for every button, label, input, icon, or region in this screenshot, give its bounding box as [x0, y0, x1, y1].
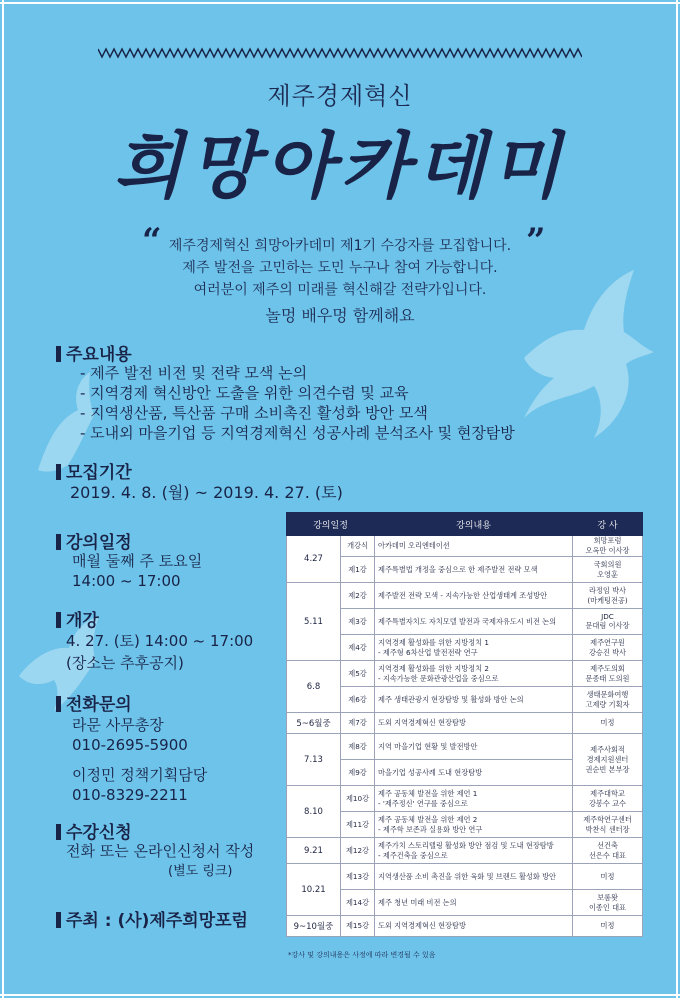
intro-line-3: 여러분이 제주의 미래를 혁신해갈 전략가입니다.: [193, 282, 487, 298]
row-session: 제14강: [341, 890, 375, 916]
table-row: [287, 687, 643, 713]
row-session: 제6강: [341, 687, 375, 713]
lecturer-line: 라정임 박사: [588, 585, 626, 595]
lecture-schedule-day: 매월 둘째 주 토요일: [72, 552, 203, 570]
row-date: 7.13: [287, 734, 341, 786]
row-lecturer: [573, 583, 643, 609]
row-date: 6.8: [287, 661, 341, 713]
recruitment-period: 2019. 4. 8. (월) ~ 2019. 4. 27. (토): [70, 483, 343, 502]
row-session: 제13강: [341, 864, 375, 890]
lecturer-line: 제주대학교: [590, 788, 625, 798]
row-session: 제7강: [341, 713, 375, 734]
table-row: [287, 916, 643, 937]
row-content: 제주발전 전략 모색 - 지속가능한 산업생태계 조성방안: [375, 583, 573, 609]
section-host: [56, 906, 248, 931]
lecturer-line: 고제량 기획자: [585, 699, 630, 709]
host-name: 주최 : (사)제주희망포럼: [66, 911, 248, 931]
intro-line-1: 제주경제혁신 희망아카데미 제1기 수강자를 모집합니다.: [168, 238, 512, 254]
contact-phone-1: 010-2695-5900: [72, 736, 188, 754]
section-lecture-schedule-title: 강의일정: [66, 533, 132, 553]
apply-link-note: (별도 링크): [168, 864, 233, 879]
row-date: 4.27: [287, 536, 341, 583]
row-session: 제9강: [341, 760, 375, 786]
quote-close-mark: ”: [526, 221, 546, 261]
lecturer-line: 경제지원센터: [586, 754, 629, 764]
lecturer-line: 문대림 이사장: [585, 621, 630, 630]
row-lecturer: [573, 687, 643, 713]
content-line: 지역경제 활성화를 위한 지방정치 2: [378, 663, 489, 673]
section-bar: [56, 824, 61, 840]
row-lecturer: 미정: [573, 864, 643, 890]
lecturer-line: 강승진 박사: [588, 647, 626, 657]
row-content: [375, 838, 573, 864]
zigzag-divider: [98, 46, 582, 60]
lecturer-line: 이종인 대표: [588, 902, 626, 912]
lecturer-line: (마케팅전공): [587, 595, 628, 605]
table-row: [287, 812, 643, 838]
table-row: [287, 890, 643, 916]
row-lecturer: [573, 838, 643, 864]
row-session: 제2강: [341, 583, 375, 609]
row-session: 제12강: [341, 838, 375, 864]
table-row: [287, 609, 643, 635]
contact-person-2: 이정민 정책기획담당: [72, 766, 208, 784]
section-main-content-title: 주요내용: [66, 345, 132, 365]
content-line: 제주 공동체 발전을 위한 제언 1: [378, 788, 478, 798]
content-line: 제주 공동체 발전을 위한 제언 2: [378, 814, 478, 824]
row-lecturer: 미정: [573, 916, 643, 937]
row-lecturer: [573, 609, 643, 635]
opening-place: (장소는 추후공지): [66, 654, 184, 672]
row-content: 제주 청년 미래 비전 논의: [375, 890, 573, 916]
main-content-item-3: - 지역생산품, 특산품 구매 소비촉진 활성화 방안 모색: [80, 404, 428, 422]
lecturer-line: 생태문화여행: [586, 689, 629, 699]
lecture-schedule-time: 14:00 ~ 17:00: [72, 572, 181, 590]
main-content-item-2: - 지역경제 혁신방안 도출을 위한 의견수렴 및 교육: [80, 384, 409, 402]
row-date: 5~6월중: [287, 713, 341, 734]
row-lecturer: 미정: [573, 713, 643, 734]
row-content: 도외 지역경제혁신 현장탐방: [375, 916, 573, 937]
table-row: [287, 536, 643, 557]
intro-line-2: 제주 발전을 고민하는 도민 누구나 참여 가능합니다.: [182, 260, 498, 276]
frame-line: [0, 994, 680, 996]
row-session: 제4강: [341, 635, 375, 661]
zigzag-line: [98, 49, 582, 57]
row-session: 제10강: [341, 786, 375, 812]
row-date: 9.21: [287, 838, 341, 864]
section-bar: [56, 612, 61, 628]
row-session: 제11강: [341, 812, 375, 838]
schedule-table-grid: [286, 512, 643, 937]
lecturer-line: 오옥만 이사장: [585, 546, 630, 555]
quote-open-mark: “: [142, 221, 162, 261]
row-date: 8.10: [287, 786, 341, 838]
row-content: [375, 661, 573, 687]
header-content: 강의내용: [375, 513, 573, 536]
main-title: 희망아카데미: [113, 123, 567, 208]
row-content: 제주특별자치도 자치모델 발전과 국제자유도시 비전 논의: [375, 609, 573, 635]
lecturer-line: 강봉수 교수: [588, 798, 626, 808]
row-session: 제3강: [341, 609, 375, 635]
table-row: [287, 786, 643, 812]
row-lecturer: [573, 734, 643, 786]
content-subline: - 지속가능한 문화관광산업을 중심으로: [378, 673, 499, 683]
table-row: [287, 583, 643, 609]
row-session: 제5강: [341, 661, 375, 687]
row-date: 5.11: [287, 583, 341, 661]
row-lecturer: [573, 812, 643, 838]
section-bar: [56, 534, 61, 550]
section-opening-title: 개강: [66, 611, 99, 631]
lecturer-line: 제주연구원: [590, 637, 625, 647]
table-row: [287, 635, 643, 661]
slogan: 놀멍 배우멍 함께해요: [265, 306, 415, 325]
row-content: [375, 635, 573, 661]
table-row: [287, 734, 643, 760]
table-row: [287, 661, 643, 687]
apply-method: 전화 또는 온라인신청서 작성: [66, 842, 255, 860]
section-bar: [56, 346, 61, 362]
row-content: 아카데미 오리엔테이션: [375, 536, 573, 557]
contact-person-1: 라문 사무총장: [72, 716, 164, 734]
lecturer-line: 국회의원: [593, 559, 622, 569]
section-bar: [56, 696, 61, 712]
contact-phone-2: 010-8329-2211: [72, 786, 188, 804]
section-bar: [56, 464, 61, 480]
lecturer-line: 선건축: [597, 840, 618, 850]
row-date: 10.21: [287, 864, 341, 916]
table-row: [287, 838, 643, 864]
section-recruitment-title: 모집기간: [66, 463, 132, 483]
section-contact: [56, 690, 132, 715]
row-lecturer: [573, 890, 643, 916]
row-session: 제1강: [341, 557, 375, 583]
opening-datetime: 4. 27. (토) 14:00 ~ 17:00: [66, 632, 254, 650]
lecturer-line: 보롬왓: [597, 892, 618, 902]
table-row: [287, 557, 643, 583]
header-lecturer: 강 사: [573, 513, 643, 536]
row-content: 지역생산품 소비 촉진을 위한 육화 및 브랜드 활성화 방안: [375, 864, 573, 890]
lecturer-line: 희망포럼: [593, 536, 622, 545]
row-session: 제8강: [341, 734, 375, 760]
row-content: [375, 786, 573, 812]
section-bar: [56, 912, 61, 928]
lecturer-line: 제주사회적: [590, 744, 625, 754]
table-footnote: *강사 및 강의내용은 사정에 따라 변경될 수 있음: [288, 951, 436, 959]
content-subline: - 제주형 6차산업 발전전략 연구: [378, 647, 478, 657]
schedule-header-row: [287, 513, 643, 536]
lecturer-line: 제주학연구센터: [583, 814, 632, 824]
row-date: 9~10월중: [287, 916, 341, 937]
row-content: 제주 생태관광지 현장탐방 및 활성화 방안 논의: [375, 687, 573, 713]
content-line: 제주가치 스토리텔링 활성화 방안 점검 및 도내 현장탐방: [378, 840, 554, 850]
frame-line: [0, 2, 680, 4]
content-line: 지역경제 활성화를 위한 지방정치 1: [378, 637, 489, 647]
row-lecturer: [573, 557, 643, 583]
main-content-item-1: - 제주 발전 비전 및 전략 모색 논의: [80, 364, 308, 382]
lecturer-line: 문종태 도의원: [585, 673, 630, 683]
subtitle: 제주경제혁신: [267, 82, 413, 110]
row-lecturer: [573, 786, 643, 812]
content-subline: - 제주건축을 중심으로: [378, 850, 448, 860]
lecturer-line: JDC: [601, 612, 614, 621]
content-subline: - '제주정신' 연구를 중심으로: [378, 798, 468, 808]
row-lecturer: [573, 536, 643, 557]
lecturer-line: 박찬식 센터장: [585, 824, 630, 834]
section-opening: [56, 606, 99, 631]
header-date: 강의일정: [287, 513, 375, 536]
row-content: 도외 지역경제혁신 현장탐방: [375, 713, 573, 734]
lecturer-line: 선은수 대표: [588, 850, 626, 860]
table-row: [287, 864, 643, 890]
section-contact-title: 전화문의: [66, 695, 132, 715]
row-content: 마을기업 성공사례 도내 현장탐방: [375, 760, 573, 786]
section-apply-title: 수강신청: [66, 823, 132, 843]
content-subline: - 제주학 보존과 실용화 방안 연구: [378, 824, 483, 834]
row-content: 제주특별법 개정을 중심으로 한 제주발전 전략 모색: [375, 557, 573, 583]
row-content: 지역 마을기업 현황 및 발전방안: [375, 734, 573, 760]
row-content: [375, 812, 573, 838]
row-lecturer: [573, 635, 643, 661]
row-lecturer: [573, 661, 643, 687]
row-session: 제15강: [341, 916, 375, 937]
lecturer-line: 오영훈: [597, 569, 618, 579]
row-session: 개강식: [341, 536, 375, 557]
lecturer-line: 제주도의회: [590, 663, 625, 673]
main-content-item-4: - 도내외 마을기업 등 지역경제혁신 성공사례 분석조사 및 현장탐방: [80, 424, 515, 442]
lecturer-line: 권순빈 본부장: [585, 764, 630, 774]
table-row: [287, 713, 643, 734]
schedule-table: [286, 512, 642, 937]
